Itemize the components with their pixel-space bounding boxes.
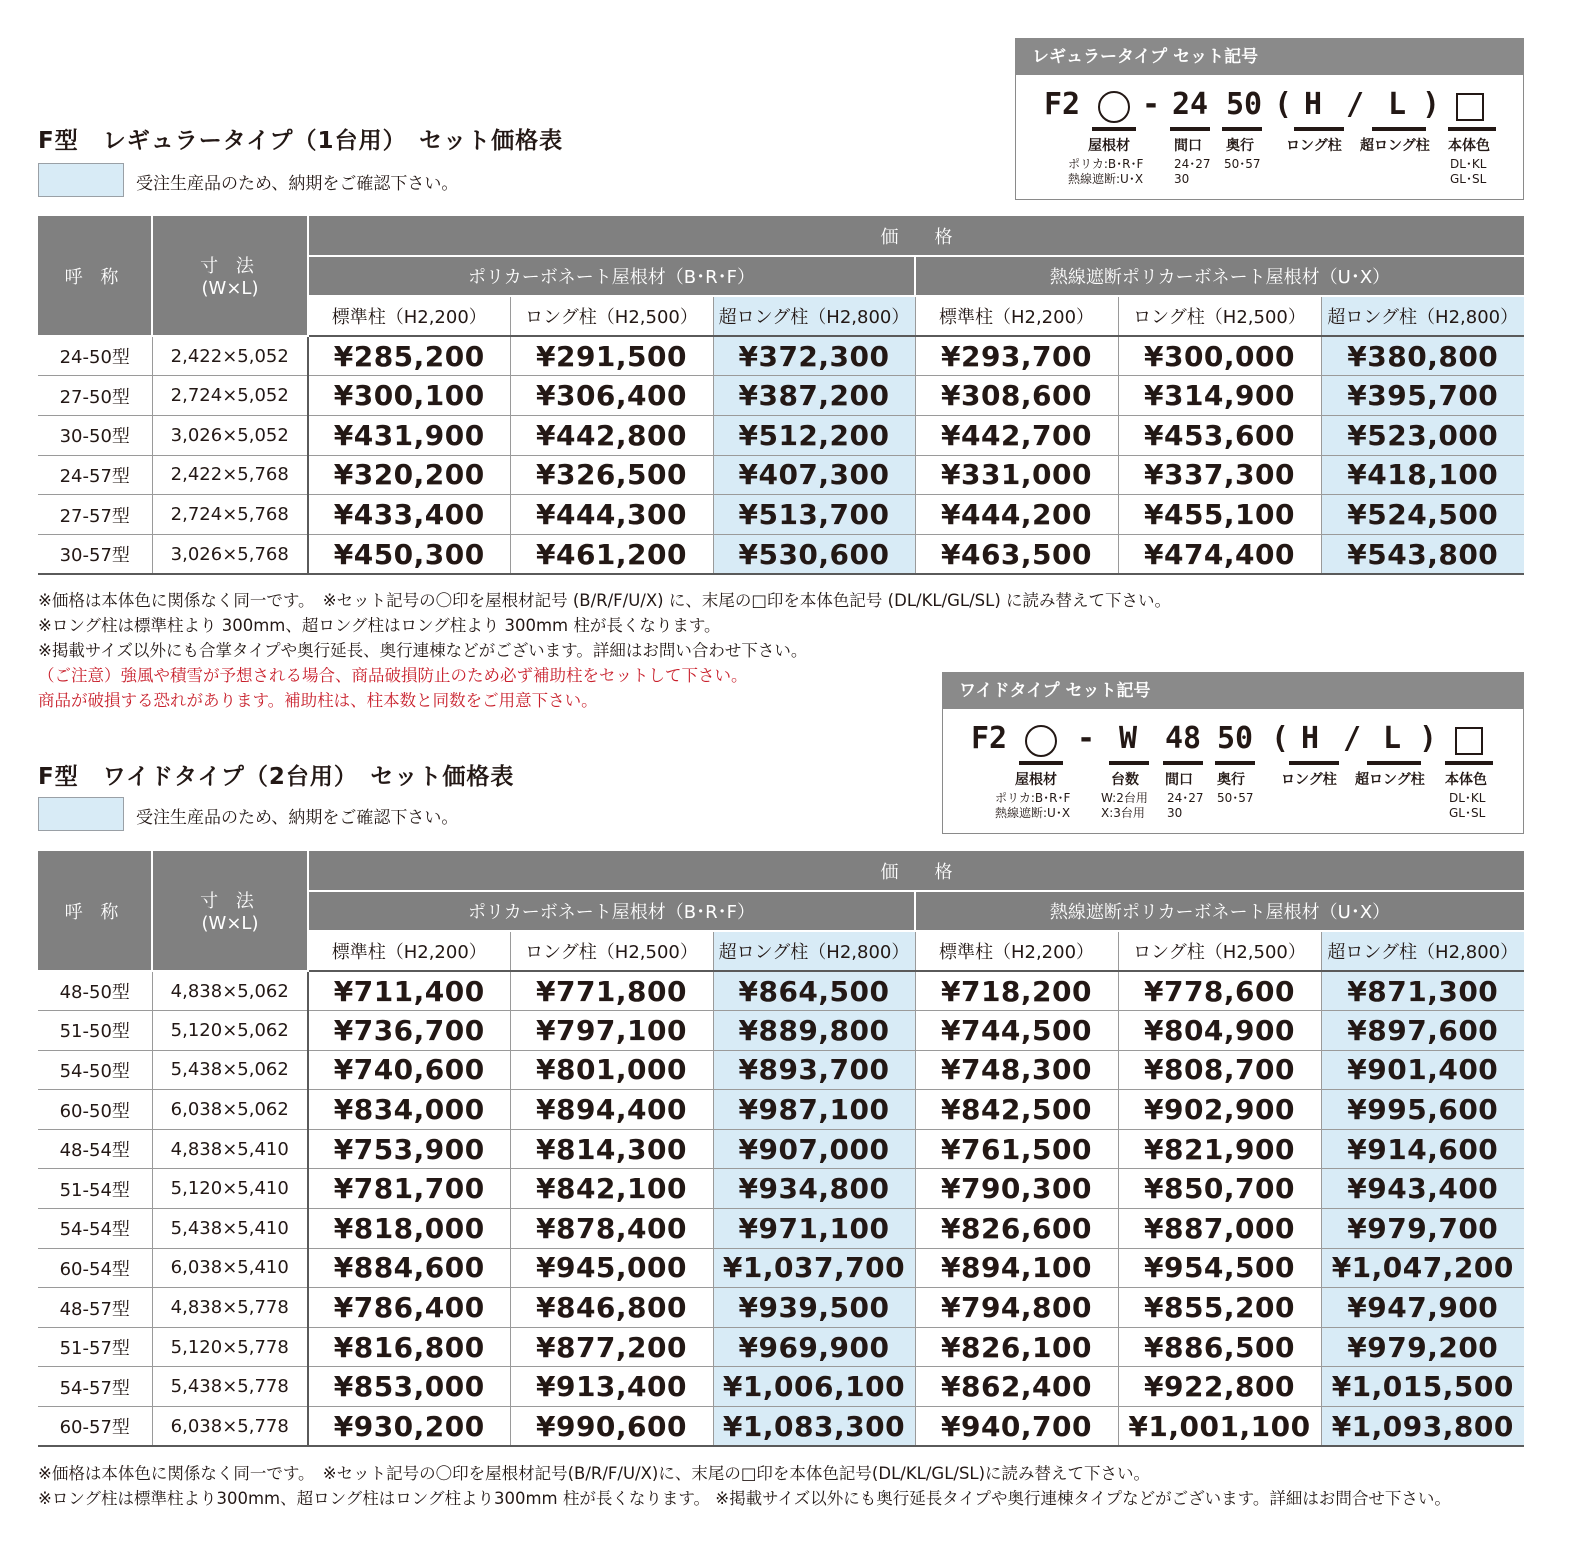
price-long-poly: ¥326,500 (510, 455, 713, 495)
underline-width (1170, 127, 1210, 131)
label-width: 間口 (1174, 138, 1202, 154)
row-dimensions: 2,422×5,052 (152, 336, 308, 376)
wide-header-dim-unit: (W×L) (201, 913, 259, 934)
price-standard-heat: ¥761,500 (915, 1129, 1118, 1169)
color-sub-1: DL･KL (1450, 157, 1487, 171)
underline-roof (1092, 127, 1136, 131)
price-superlong-heat: ¥914,600 (1321, 1129, 1524, 1169)
wide-legend-text: 受注生産品のため、納期をご確認下さい。 (136, 808, 459, 828)
table-row (38, 1050, 1524, 1090)
price-standard-poly: ¥834,000 (308, 1090, 510, 1130)
row-model-name: 27-50型 (38, 376, 152, 416)
table-row (38, 336, 1524, 376)
price-superlong-poly: ¥530,600 (713, 534, 915, 574)
wide-label-roof: 屋根材 (1015, 772, 1057, 788)
header-name: 呼 称 (38, 216, 152, 336)
price-standard-poly: ¥450,300 (308, 534, 510, 574)
price-standard-heat: ¥718,200 (915, 971, 1118, 1011)
price-superlong-heat: ¥901,400 (1321, 1050, 1524, 1090)
wide-code-l: L (1383, 721, 1402, 756)
price-long-poly: ¥913,400 (510, 1367, 713, 1407)
table-row (38, 415, 1524, 455)
row-dimensions: 6,038×5,062 (152, 1090, 308, 1130)
table-row (38, 495, 1524, 535)
price-standard-poly: ¥711,400 (308, 971, 510, 1011)
price-superlong-poly: ¥387,200 (713, 376, 915, 416)
price-standard-poly: ¥781,700 (308, 1169, 510, 1209)
wide-underline-width (1163, 761, 1203, 765)
price-long-poly: ¥442,800 (510, 415, 713, 455)
row-dimensions: 5,120×5,778 (152, 1327, 308, 1367)
underline-depth (1222, 127, 1262, 131)
price-standard-poly: ¥433,400 (308, 495, 510, 535)
row-model-name: 48-54型 (38, 1129, 152, 1169)
code-f2: F2 (1044, 87, 1081, 122)
roof-sub-2: 熱線遮断:U･X (1068, 172, 1144, 186)
wide-underline-l (1367, 761, 1421, 765)
wide-width-sub-1: 24･27 (1167, 791, 1204, 805)
table-row (38, 1011, 1524, 1051)
price-long-poly: ¥797,100 (510, 1011, 713, 1051)
row-dimensions: 2,422×5,768 (152, 455, 308, 495)
price-standard-heat: ¥826,100 (915, 1327, 1118, 1367)
row-dimensions: 4,838×5,062 (152, 971, 308, 1011)
row-dimensions: 5,438×5,410 (152, 1209, 308, 1249)
price-long-heat: ¥300,000 (1118, 336, 1321, 376)
row-model-name: 60-57型 (38, 1407, 152, 1447)
price-standard-poly: ¥431,900 (308, 415, 510, 455)
width-sub-1: 24･27 (1174, 157, 1211, 171)
price-standard-poly: ¥740,600 (308, 1050, 510, 1090)
price-long-heat: ¥821,900 (1118, 1129, 1321, 1169)
row-dimensions: 5,438×5,062 (152, 1050, 308, 1090)
header-dim-unit: (W×L) (201, 278, 259, 299)
wide-code-dash: - (1077, 721, 1096, 756)
price-long-poly: ¥801,000 (510, 1050, 713, 1090)
price-standard-poly: ¥818,000 (308, 1209, 510, 1249)
regular-setcode-box (1015, 38, 1524, 200)
price-superlong-heat: ¥995,600 (1321, 1090, 1524, 1130)
price-standard-heat: ¥794,800 (915, 1288, 1118, 1328)
price-superlong-heat: ¥1,015,500 (1321, 1367, 1524, 1407)
price-standard-poly: ¥853,000 (308, 1367, 510, 1407)
price-superlong-heat: ¥943,400 (1321, 1169, 1524, 1209)
wide-header-price: 価 格 (308, 851, 1524, 891)
code-l: L (1388, 87, 1407, 122)
row-dimensions: 6,038×5,778 (152, 1407, 308, 1447)
price-long-heat: ¥314,900 (1118, 376, 1321, 416)
caution-note-1: （ご注意）強風や積雪が予想される場合、商品破損防止のため必ず補助柱をセットして下さい。 (38, 666, 748, 685)
wide-width-sub-2: 30 (1167, 806, 1183, 820)
wide-notes (38, 1461, 1451, 1511)
wide-label-long: ロング柱 (1281, 772, 1337, 788)
price-superlong-poly: ¥407,300 (713, 455, 915, 495)
row-model-name: 51-57型 (38, 1327, 152, 1367)
table-row (38, 1288, 1524, 1328)
header-dim (152, 216, 308, 336)
price-long-poly: ¥877,200 (510, 1327, 713, 1367)
price-long-heat: ¥902,900 (1118, 1090, 1321, 1130)
regular-legend-swatch (38, 163, 124, 197)
wide-count-sub-2: X:3台用 (1101, 806, 1145, 820)
price-superlong-poly: ¥969,900 (713, 1327, 915, 1367)
regular-legend-text: 受注生産品のため、納期をご確認下さい。 (136, 174, 459, 194)
price-standard-heat: ¥842,500 (915, 1090, 1118, 1130)
row-model-name: 54-54型 (38, 1209, 152, 1249)
wide-code-slash: / (1343, 721, 1362, 756)
row-model-name: 51-50型 (38, 1011, 152, 1051)
row-dimensions: 3,026×5,768 (152, 534, 308, 574)
wide-setcode-box (942, 672, 1524, 834)
row-dimensions: 3,026×5,052 (152, 415, 308, 455)
code-slash: / (1346, 87, 1365, 122)
price-standard-heat: ¥862,400 (915, 1367, 1118, 1407)
roof-placeholder-circle-icon (1098, 91, 1130, 123)
regular-note-1: ※価格は本体色に関係なく同一です。 ※セット記号の〇印を屋根材記号 (B/R/F/U/X) に、末尾の□印を本体色記号 (DL/KL/GL/SL) に読み替えて下さい。 (38, 591, 1172, 610)
wide-header-group-polycarbonate: ポリカーボネート屋根材（B･R･F） (308, 891, 915, 931)
price-long-poly: ¥771,800 (510, 971, 713, 1011)
table-row (38, 1367, 1524, 1407)
col-standard-1: 標準柱（H2,200） (308, 296, 510, 336)
wide-roof-sub-1: ポリカ:B･R･F (995, 791, 1071, 805)
price-standard-heat: ¥444,200 (915, 495, 1118, 535)
label-superlong: 超ロング柱 (1360, 138, 1430, 154)
price-long-poly: ¥846,800 (510, 1288, 713, 1328)
table-row (38, 376, 1524, 416)
wide-header-group-heat-blocking: 熱線遮断ポリカーボネート屋根材（U･X） (915, 891, 1524, 931)
price-superlong-heat: ¥979,200 (1321, 1327, 1524, 1367)
price-superlong-heat: ¥523,000 (1321, 415, 1524, 455)
price-standard-poly: ¥930,200 (308, 1407, 510, 1447)
row-model-name: 60-54型 (38, 1248, 152, 1288)
price-long-heat: ¥778,600 (1118, 971, 1321, 1011)
wide-label-count: 台数 (1111, 772, 1139, 788)
header-price: 価 格 (308, 216, 1524, 256)
col-standard-2: 標準柱（H2,200） (915, 296, 1118, 336)
price-standard-heat: ¥293,700 (915, 336, 1118, 376)
price-standard-heat: ¥308,600 (915, 376, 1118, 416)
header-dim-label: 寸 法 (200, 256, 260, 277)
price-long-poly: ¥291,500 (510, 336, 713, 376)
price-superlong-heat: ¥524,500 (1321, 495, 1524, 535)
row-model-name: 27-57型 (38, 495, 152, 535)
depth-sub-1: 50･57 (1224, 157, 1261, 171)
row-dimensions: 5,120×5,410 (152, 1169, 308, 1209)
price-superlong-poly: ¥934,800 (713, 1169, 915, 1209)
price-superlong-poly: ¥864,500 (713, 971, 915, 1011)
price-superlong-heat: ¥395,700 (1321, 376, 1524, 416)
row-model-name: 48-57型 (38, 1288, 152, 1328)
price-standard-heat: ¥331,000 (915, 455, 1118, 495)
wide-code-count: W (1119, 721, 1138, 756)
underline-color (1448, 127, 1496, 131)
row-dimensions: 5,438×5,778 (152, 1367, 308, 1407)
row-model-name: 48-50型 (38, 971, 152, 1011)
table-row (38, 1327, 1524, 1367)
wide-underline-color (1445, 761, 1493, 765)
price-standard-poly: ¥285,200 (308, 336, 510, 376)
price-superlong-heat: ¥897,600 (1321, 1011, 1524, 1051)
row-model-name: 54-50型 (38, 1050, 152, 1090)
wide-code-f2: F2 (971, 721, 1008, 756)
price-superlong-poly: ¥513,700 (713, 495, 915, 535)
price-superlong-poly: ¥971,100 (713, 1209, 915, 1249)
col-superlong-1: 超ロング柱（H2,800） (713, 296, 915, 336)
row-model-name: 30-57型 (38, 534, 152, 574)
color-sub-2: GL･SL (1450, 172, 1487, 186)
price-superlong-poly: ¥1,006,100 (713, 1367, 915, 1407)
wide-label-width: 間口 (1165, 772, 1193, 788)
row-dimensions: 6,038×5,410 (152, 1248, 308, 1288)
table-row (38, 1090, 1524, 1130)
table-row (38, 1129, 1524, 1169)
price-superlong-poly: ¥889,800 (713, 1011, 915, 1051)
price-long-heat: ¥453,600 (1118, 415, 1321, 455)
row-model-name: 24-57型 (38, 455, 152, 495)
wide-color-sub-1: DL･KL (1449, 791, 1486, 805)
wide-count-sub-1: W:2台用 (1101, 791, 1148, 805)
code-paren-close: ) (1422, 87, 1441, 122)
wide-col-long-2: ロング柱（H2,500） (1118, 931, 1321, 971)
wide-underline-count (1109, 761, 1149, 765)
price-long-poly: ¥990,600 (510, 1407, 713, 1447)
price-standard-heat: ¥894,100 (915, 1248, 1118, 1288)
table-row (38, 1169, 1524, 1209)
wide-label-color: 本体色 (1445, 772, 1487, 788)
wide-color-sub-2: GL･SL (1449, 806, 1486, 820)
price-long-heat: ¥455,100 (1118, 495, 1321, 535)
caution-note-2: 商品が破損する恐れがあります。補助柱は、柱本数と同数をご用意下さい。 (38, 691, 598, 710)
underline-l (1372, 127, 1426, 131)
table-row (38, 455, 1524, 495)
wide-note-1: ※価格は本体色に関係なく同一です。 ※セット記号の〇印を屋根材記号(B/R/F/U/X)に、末尾の□印を本体色記号(DL/KL/GL/SL)に読み替えて下さい。 (38, 1464, 1151, 1483)
wide-col-superlong-1: 超ロング柱（H2,800） (713, 931, 915, 971)
wide-header-dim (152, 851, 308, 971)
wide-underline-depth (1215, 761, 1255, 765)
row-model-name: 24-50型 (38, 336, 152, 376)
wide-color-placeholder-square-icon (1455, 727, 1483, 755)
price-long-poly: ¥814,300 (510, 1129, 713, 1169)
wide-col-standard-2: 標準柱（H2,200） (915, 931, 1118, 971)
price-superlong-poly: ¥939,500 (713, 1288, 915, 1328)
regular-note-3: ※掲載サイズ以外にも合掌タイプや奥行延長、奥行連棟などがございます。詳細はお問い合わせ下さい。 (38, 641, 808, 660)
price-long-poly: ¥945,000 (510, 1248, 713, 1288)
price-superlong-heat: ¥543,800 (1321, 534, 1524, 574)
price-superlong-poly: ¥512,200 (713, 415, 915, 455)
price-superlong-poly: ¥1,037,700 (713, 1248, 915, 1288)
price-long-heat: ¥808,700 (1118, 1050, 1321, 1090)
price-standard-poly: ¥320,200 (308, 455, 510, 495)
row-model-name: 54-57型 (38, 1367, 152, 1407)
price-superlong-poly: ¥907,000 (713, 1129, 915, 1169)
wide-legend-swatch (38, 797, 124, 831)
wide-header-name: 呼 称 (38, 851, 152, 971)
label-long: ロング柱 (1286, 138, 1342, 154)
table-row (38, 971, 1524, 1011)
price-superlong-poly: ¥1,083,300 (713, 1407, 915, 1447)
roof-sub-1: ポリカ:B･R･F (1068, 157, 1144, 171)
price-standard-poly: ¥786,400 (308, 1288, 510, 1328)
price-long-heat: ¥886,500 (1118, 1327, 1321, 1367)
wide-code-paren-close: ) (1419, 721, 1438, 756)
table-row (38, 534, 1524, 574)
col-long-1: ロング柱（H2,500） (510, 296, 713, 336)
price-standard-poly: ¥884,600 (308, 1248, 510, 1288)
row-dimensions: 4,838×5,778 (152, 1288, 308, 1328)
price-long-heat: ¥337,300 (1118, 455, 1321, 495)
price-standard-poly: ¥300,100 (308, 376, 510, 416)
wide-title: F型 ワイドタイプ（2台用） セット価格表 (38, 764, 515, 790)
wide-col-long-1: ロング柱（H2,500） (510, 931, 713, 971)
row-dimensions: 5,120×5,062 (152, 1011, 308, 1051)
code-dash: - (1142, 87, 1161, 122)
table-row (38, 1248, 1524, 1288)
width-sub-2: 30 (1174, 172, 1190, 186)
price-superlong-heat: ¥947,900 (1321, 1288, 1524, 1328)
price-superlong-heat: ¥418,100 (1321, 455, 1524, 495)
price-long-heat: ¥855,200 (1118, 1288, 1321, 1328)
price-long-heat: ¥850,700 (1118, 1169, 1321, 1209)
table-row (38, 1209, 1524, 1249)
price-standard-heat: ¥790,300 (915, 1169, 1118, 1209)
code-width: 24 (1172, 87, 1209, 122)
price-superlong-heat: ¥380,800 (1321, 336, 1524, 376)
code-paren-open: ( (1274, 87, 1293, 122)
price-standard-poly: ¥753,900 (308, 1129, 510, 1169)
row-model-name: 30-50型 (38, 415, 152, 455)
wide-code-paren-open: ( (1271, 721, 1290, 756)
price-standard-heat: ¥748,300 (915, 1050, 1118, 1090)
regular-title: F型 レギュラータイプ（1台用） セット価格表 (38, 128, 564, 154)
price-standard-heat: ¥744,500 (915, 1011, 1118, 1051)
price-long-poly: ¥444,300 (510, 495, 713, 535)
header-group-heat-blocking: 熱線遮断ポリカーボネート屋根材（U･X） (915, 256, 1524, 296)
header-group-polycarbonate: ポリカーボネート屋根材（B･R･F） (308, 256, 915, 296)
price-long-poly: ¥878,400 (510, 1209, 713, 1249)
wide-label-depth: 奥行 (1217, 772, 1245, 788)
row-model-name: 51-54型 (38, 1169, 152, 1209)
label-roof: 屋根材 (1088, 138, 1130, 154)
price-superlong-heat: ¥871,300 (1321, 971, 1524, 1011)
price-long-poly: ¥306,400 (510, 376, 713, 416)
table-row (38, 1407, 1524, 1447)
price-standard-heat: ¥463,500 (915, 534, 1118, 574)
wide-underline-h (1289, 761, 1339, 765)
code-depth: 50 (1226, 87, 1263, 122)
wide-header-dim-label: 寸 法 (200, 891, 260, 912)
row-dimensions: 2,724×5,052 (152, 376, 308, 416)
price-long-heat: ¥474,400 (1118, 534, 1321, 574)
price-long-poly: ¥842,100 (510, 1169, 713, 1209)
wide-price-table (38, 851, 1524, 1447)
price-superlong-poly: ¥987,100 (713, 1090, 915, 1130)
col-superlong-2: 超ロング柱（H2,800） (1321, 296, 1524, 336)
price-long-heat: ¥922,800 (1118, 1367, 1321, 1407)
wide-roof-sub-2: 熱線遮断:U･X (995, 806, 1071, 820)
wide-roof-placeholder-circle-icon (1025, 725, 1057, 757)
row-dimensions: 2,724×5,768 (152, 495, 308, 535)
price-long-heat: ¥887,000 (1118, 1209, 1321, 1249)
price-superlong-poly: ¥372,300 (713, 336, 915, 376)
price-long-heat: ¥804,900 (1118, 1011, 1321, 1051)
price-standard-heat: ¥442,700 (915, 415, 1118, 455)
color-placeholder-square-icon (1456, 93, 1484, 121)
wide-col-standard-1: 標準柱（H2,200） (308, 931, 510, 971)
regular-setcode-header: レギュラータイプ セット記号 (1016, 39, 1523, 75)
wide-code-width: 48 (1165, 721, 1202, 756)
wide-note-2: ※ロング柱は標準柱より300mm、超ロング柱はロング柱より300mm 柱が長くなります。 ※掲載サイズ以外にも奥行延長タイプや奥行連棟タイプなどがございます。詳細はお問合せ下さい。 (38, 1489, 1451, 1508)
price-superlong-heat: ¥1,047,200 (1321, 1248, 1524, 1288)
price-superlong-heat: ¥1,093,800 (1321, 1407, 1524, 1447)
price-long-heat: ¥1,001,100 (1118, 1407, 1321, 1447)
wide-col-superlong-2: 超ロング柱（H2,800） (1321, 931, 1524, 971)
wide-label-superlong: 超ロング柱 (1355, 772, 1425, 788)
price-long-poly: ¥894,400 (510, 1090, 713, 1130)
wide-setcode-header: ワイドタイプ セット記号 (943, 673, 1523, 709)
price-standard-heat: ¥940,700 (915, 1407, 1118, 1447)
price-superlong-poly: ¥893,700 (713, 1050, 915, 1090)
label-depth: 奥行 (1226, 138, 1254, 154)
underline-h (1294, 127, 1344, 131)
col-long-2: ロング柱（H2,500） (1118, 296, 1321, 336)
price-standard-poly: ¥736,700 (308, 1011, 510, 1051)
row-model-name: 60-50型 (38, 1090, 152, 1130)
code-h: H (1304, 87, 1323, 122)
price-standard-poly: ¥816,800 (308, 1327, 510, 1367)
price-long-heat: ¥954,500 (1118, 1248, 1321, 1288)
wide-code-depth: 50 (1217, 721, 1254, 756)
wide-depth-sub-1: 50･57 (1217, 791, 1254, 805)
price-superlong-heat: ¥979,700 (1321, 1209, 1524, 1249)
wide-code-h: H (1301, 721, 1320, 756)
price-standard-heat: ¥826,600 (915, 1209, 1118, 1249)
regular-note-2: ※ロング柱は標準柱より 300mm、超ロング柱はロング柱より 300mm 柱が長くなります。 (38, 616, 721, 635)
regular-price-table (38, 216, 1524, 575)
row-dimensions: 4,838×5,410 (152, 1129, 308, 1169)
price-long-poly: ¥461,200 (510, 534, 713, 574)
label-color: 本体色 (1448, 138, 1490, 154)
wide-underline-roof (1019, 761, 1063, 765)
